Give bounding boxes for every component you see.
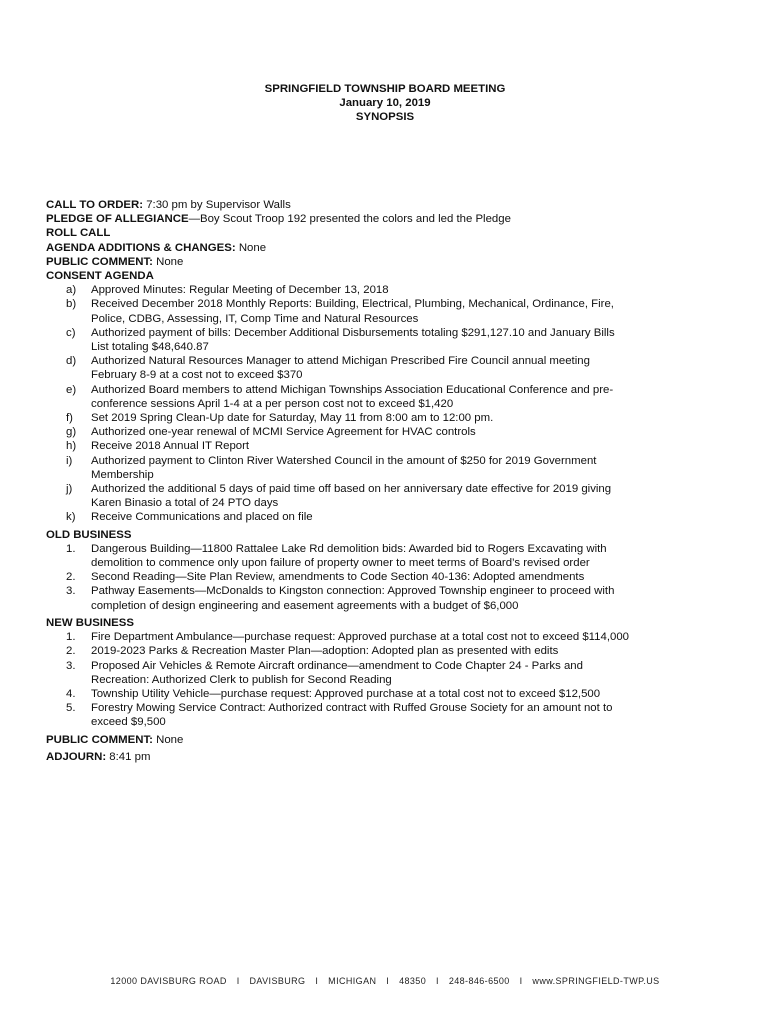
footer-website: www.SPRINGFIELD-TWP.US — [532, 976, 660, 986]
list-marker: h) — [66, 440, 77, 453]
list-item-text: Second Reading—Site Plan Review, amendments to Code Section 40-136: Adopted amendments — [91, 571, 585, 584]
list-marker: g) — [66, 426, 77, 439]
list-item-text: Receive 2018 Annual IT Report — [91, 440, 250, 453]
call-to-order — [46, 198, 736, 212]
list-item — [46, 570, 736, 584]
public-comment-first — [46, 255, 736, 269]
list-item-text: Police, CDBG, Assessing, IT, Comp Time and Natural Resources — [91, 312, 419, 325]
list-item-text: Membership — [91, 468, 154, 481]
list-item — [46, 354, 736, 382]
list-item-text: Authorized payment of bills: December Additional Disbursements totaling $291,127.10 and January Bills — [91, 326, 615, 339]
list-item-text: Karen Binasio a total of 24 PTO days — [91, 497, 279, 510]
call-to-order-value: 7:30 pm by Supervisor Walls — [146, 199, 291, 211]
new-business-list — [46, 630, 736, 729]
list-item — [46, 701, 736, 729]
adjourn — [46, 750, 736, 764]
public-comment-label: PUBLIC COMMENT: — [46, 733, 153, 746]
old-business-list — [46, 542, 736, 613]
list-item — [46, 283, 736, 297]
list-marker: 3. — [66, 659, 76, 672]
list-item-text: Forestry Mowing Service Contract: Authorized contract with Ruffed Grouse Society for an amount not to — [91, 702, 613, 715]
document-subtitle: SYNOPSIS — [355, 111, 415, 124]
list-item-text: Fire Department Ambulance—purchase request: Approved purchase at a total cost not to exceed $114,000 — [91, 631, 630, 644]
list-item — [46, 584, 736, 612]
list-item — [46, 644, 736, 658]
agenda-additions-label: AGENDA ADDITIONS & CHANGES: — [46, 241, 236, 254]
list-item-text: Authorized one-year renewal of MCMI Service Agreement for HVAC controls — [91, 426, 476, 439]
list-item-text: Pathway Easements—McDonalds to Kingston connection: Approved Township engineer to proceed with — [91, 585, 615, 598]
list-item — [46, 630, 736, 644]
list-marker: c) — [66, 326, 76, 339]
list-item-text: Authorized the additional 5 days of paid time off based on her anniversary date effective for 2019 giving — [91, 483, 612, 496]
list-item — [46, 482, 736, 510]
list-item-text: Authorized payment to Clinton River Watershed Council in the amount of $250 for 2019 Government — [91, 454, 597, 467]
list-item-text: Recreation: Authorized Clerk to publish for Second Reading — [91, 673, 392, 686]
consent-agenda-heading: CONSENT AGENDA — [46, 270, 154, 283]
adjourn-label: ADJOURN: — [46, 750, 107, 763]
public-comment-second — [46, 733, 736, 747]
list-item-text: demolition to commence only upon failure of property owner to meet terms of Board’s revised order — [91, 557, 590, 570]
list-marker: 2. — [66, 571, 76, 584]
public-comment-label: PUBLIC COMMENT: — [46, 255, 153, 268]
list-marker: 4. — [66, 687, 76, 700]
pledge — [46, 212, 736, 226]
agenda-additions-value: None — [238, 241, 267, 254]
list-item — [46, 542, 736, 570]
public-comment-value: None — [156, 255, 184, 268]
list-item — [46, 687, 736, 701]
list-item — [46, 425, 736, 439]
list-marker: 3. — [66, 585, 76, 598]
list-marker: b) — [66, 298, 77, 311]
list-item-text: 2019-2023 Parks & Recreation Master Plan—adoption: Adopted plan as presented with edits — [91, 645, 559, 658]
agenda-additions — [46, 241, 736, 255]
list-marker: j) — [66, 483, 73, 496]
footer-separator: I — [236, 976, 240, 986]
call-to-order-label: CALL TO ORDER: — [46, 199, 144, 211]
pledge-value: —Boy Scout Troop 192 presented the colors and led the Pledge — [188, 213, 511, 226]
minutes-body — [46, 198, 736, 764]
list-marker: f) — [66, 412, 73, 425]
list-item — [46, 383, 736, 411]
list-item — [46, 297, 736, 325]
list-item — [46, 659, 736, 687]
list-item-text: Received December 2018 Monthly Reports: Building, Electrical, Plumbing, Mechanical, Ordinance, Fire, — [91, 298, 614, 311]
list-marker: 1. — [66, 542, 76, 555]
document-header — [0, 82, 770, 125]
list-item-text: completion of design engineering and easement agreements with a budget of $6,000 — [91, 599, 519, 612]
footer-zip: 48350 — [399, 976, 427, 986]
list-item-text: February 8-9 at a cost not to exceed $370 — [91, 369, 303, 382]
footer-phone: 248-846-6500 — [448, 976, 510, 986]
list-marker: k) — [66, 511, 76, 524]
meeting-title: SPRINGFIELD TOWNSHIP BOARD MEETING — [264, 83, 506, 95]
list-item-text: Dangerous Building—11800 Rattalee Lake Rd demolition bids: Awarded bid to Rogers Excavating with — [91, 542, 607, 555]
meeting-date: January 10, 2019 — [339, 97, 431, 110]
pledge-label: PLEDGE OF ALLEGIANCE — [46, 213, 189, 226]
list-item-text: Approved Minutes: Regular Meeting of December 13, 2018 — [91, 284, 389, 297]
footer-address: 12000 DAVISBURG ROAD — [110, 976, 227, 986]
list-item-text: Authorized Board members to attend Michigan Townships Association Educational Conference and pre- — [91, 383, 614, 396]
footer-separator: I — [386, 976, 390, 986]
list-marker: d) — [66, 355, 77, 368]
list-item-text: conference sessions April 1-4 at a per person cost not to exceed $1,420 — [91, 397, 454, 410]
list-marker: i) — [66, 454, 73, 467]
adjourn-value: 8:41 pm — [109, 750, 151, 763]
footer-separator: I — [315, 976, 319, 986]
list-marker: e) — [66, 383, 77, 396]
list-item-text: Set 2019 Spring Clean-Up date for Saturday, May 11 from 8:00 am to 12:00 pm. — [91, 412, 494, 425]
list-item-text: List totaling $48,640.87 — [91, 341, 209, 354]
footer-state: MICHIGAN — [328, 976, 377, 986]
letterhead-footer — [0, 976, 770, 986]
list-marker: 5. — [66, 702, 76, 715]
list-marker: 2. — [66, 645, 76, 658]
list-item — [46, 411, 736, 425]
footer-city: DAVISBURG — [249, 976, 306, 986]
list-item-text: Proposed Air Vehicles & Remote Aircraft ordinance—amendment to Code Chapter 24 - Parks and — [91, 659, 583, 672]
list-item — [46, 454, 736, 482]
old-business-heading: OLD BUSINESS — [46, 528, 132, 541]
new-business-heading: NEW BUSINESS — [46, 616, 134, 629]
public-comment-value: None — [156, 733, 184, 746]
list-item-text: Authorized Natural Resources Manager to attend Michigan Prescribed Fire Council annual meeting — [91, 355, 590, 368]
list-marker: a) — [66, 284, 77, 297]
consent-agenda-list — [46, 283, 736, 524]
list-item — [46, 326, 736, 354]
footer-separator: I — [519, 976, 523, 986]
list-item — [46, 439, 736, 453]
list-marker: 1. — [66, 631, 76, 644]
list-item — [46, 510, 736, 524]
roll-call: ROLL CALL — [46, 227, 111, 240]
footer-separator: I — [436, 976, 439, 986]
list-item-text: Receive Communications and placed on file — [91, 511, 313, 524]
list-item-text: Township Utility Vehicle—purchase request: Approved purchase at a total cost not to exceed $12,500 — [91, 687, 601, 700]
list-item-text: exceed $9,500 — [91, 716, 166, 729]
